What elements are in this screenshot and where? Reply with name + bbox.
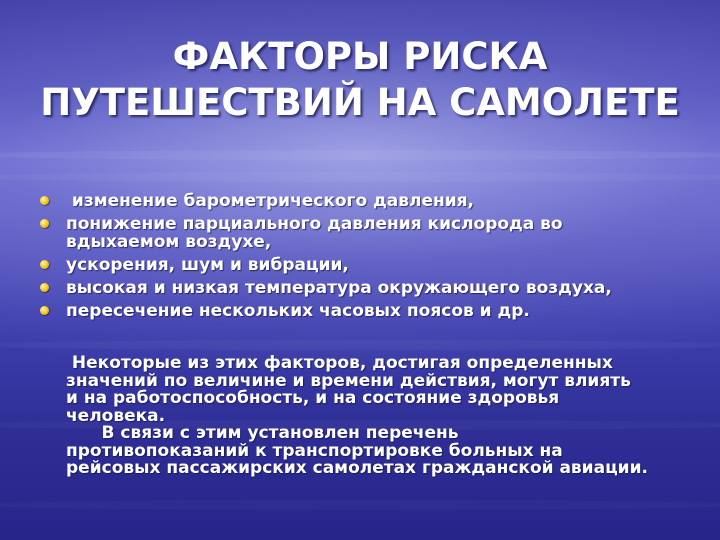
wave-decoration: [0, 150, 720, 160]
paragraph-line: В связи с этим установлен перечень: [66, 423, 459, 443]
paragraph-line: рейсовых пассажирских самолетах гражданской авиации.: [66, 458, 648, 478]
bullet-icon: [40, 219, 49, 228]
title-line-1: ФАКТОРЫ РИСКА: [172, 35, 548, 78]
list-item: [38, 256, 678, 274]
list-item: [38, 302, 678, 320]
wave-decoration: [0, 172, 720, 182]
paragraph-line: значений по величине и времени действия, могут влиять: [66, 370, 631, 391]
paragraph-line: противопоказаний к транспортировке больных на: [66, 440, 563, 461]
bullet-icon: [40, 283, 49, 292]
list-item-text: ускорения, шум и вибрации,: [66, 255, 349, 275]
list-item-text: понижение парциального давления кислорода во вдыхаемом воздухе,: [66, 214, 563, 252]
paragraph-line: человека.: [66, 405, 166, 426]
title-line-2: ПУТЕШЕСТВИЙ НА САМОЛЕТЕ: [40, 81, 680, 124]
list-item-text: изменение барометрического давления,: [66, 191, 475, 211]
paragraph-line: Некоторые из этих факторов, достигая определенных: [66, 353, 613, 373]
list-item: [38, 192, 678, 210]
list-item: [38, 279, 678, 297]
wave-decoration: [0, 340, 720, 350]
bullet-icon: [40, 196, 49, 205]
wave-decoration: [0, 500, 720, 510]
list-item-text: высокая и низкая температура окружающего воздуха,: [66, 278, 612, 298]
paragraph-line: и на работоспособность, и на состояние здоровья: [66, 388, 560, 408]
bullet-icon: [40, 306, 49, 315]
bullet-icon: [40, 260, 49, 269]
risk-factor-list: [38, 192, 678, 325]
list-item-text: пересечение нескольких часовых поясов и др.: [66, 301, 530, 321]
slide-title: [0, 34, 720, 126]
list-item: [38, 215, 678, 251]
explanation-paragraph: [66, 355, 696, 478]
